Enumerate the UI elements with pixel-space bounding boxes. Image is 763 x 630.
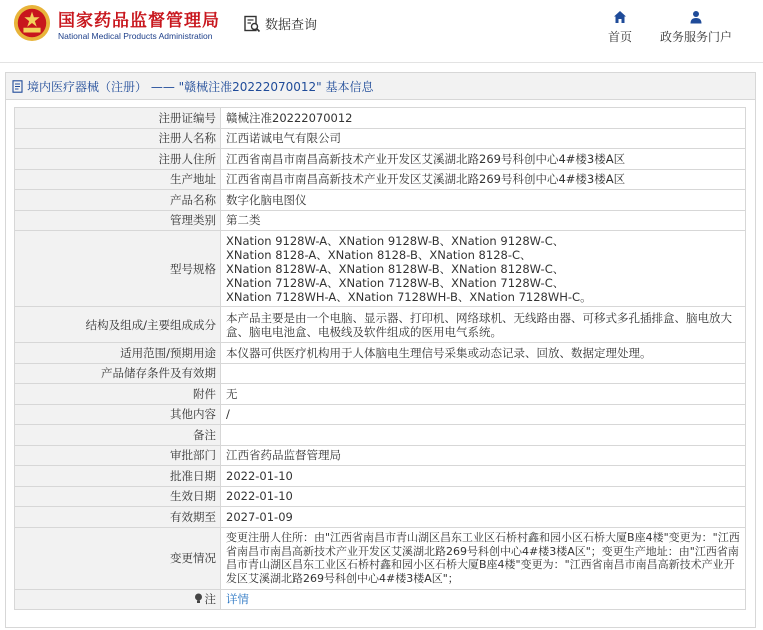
approval-date-value: 2022-01-10 [221, 466, 746, 487]
product-name-label: 产品名称 [15, 190, 221, 211]
scope-value: 本仪器可供医疗机构用于人体脑电生理信号采集或动态记录、回放、数据定理处理。 [221, 343, 746, 364]
storage-value [221, 363, 746, 384]
registrant-addr-label: 注册人住所 [15, 149, 221, 170]
nav-home[interactable] [607, 10, 633, 45]
storage-label: 产品储存条件及有效期 [15, 363, 221, 384]
data-query-link[interactable] [243, 14, 317, 33]
table-row [15, 445, 746, 466]
effective-date-value: 2022-01-10 [221, 486, 746, 507]
home-icon [613, 10, 627, 24]
table-row [15, 128, 746, 149]
registrant-label: 注册人名称 [15, 128, 221, 149]
note-value [221, 589, 746, 610]
table-row [15, 466, 746, 487]
approval-dept-label: 审批部门 [15, 445, 221, 466]
site-header [0, 0, 763, 57]
remark-value [221, 425, 746, 446]
production-addr-value: 江西省南昌市南昌高新技术产业开发区艾溪湖北路269号科创中心4#楼3楼A区 [221, 169, 746, 190]
change-label: 变更情况 [15, 527, 221, 589]
brand-title-en[interactable]: National Medical Products Administration [58, 31, 213, 41]
approval-dept-value: 江西省药品监督管理局 [221, 445, 746, 466]
nmpa-emblem-icon[interactable] [13, 4, 51, 42]
table-row [15, 149, 746, 170]
table-row [15, 231, 746, 307]
expiry-value: 2027-01-09 [221, 507, 746, 528]
reg-no-label: 注册证编号 [15, 108, 221, 129]
model-line: XNation 7128W-A、XNation 7128W-B、XNation 7128W-C、 [226, 275, 565, 290]
production-addr-label: 生产地址 [15, 169, 221, 190]
table-row [15, 363, 746, 384]
table-row [15, 404, 746, 425]
table-row [15, 527, 746, 589]
product-name-value: 数字化脑电图仪 [221, 190, 746, 211]
models-value [221, 231, 746, 307]
table-row [15, 108, 746, 129]
table-row [15, 210, 746, 231]
effective-date-label: 生效日期 [15, 486, 221, 507]
table-row [15, 190, 746, 211]
table-row [15, 507, 746, 528]
table-row [15, 425, 746, 446]
table-row [15, 486, 746, 507]
registrant-value: 江西诺诚电气有限公司 [221, 128, 746, 149]
panel-header [6, 73, 755, 100]
detail-panel [5, 72, 756, 628]
user-icon [689, 10, 703, 24]
scope-label: 适用范围/预期用途 [15, 343, 221, 364]
header-divider [0, 62, 763, 63]
approval-date-label: 批准日期 [15, 466, 221, 487]
document-icon [12, 80, 24, 93]
note-label: 注 [204, 592, 216, 607]
structure-value: 本产品主要是由一个电脑、显示器、打印机、网络球机、无线路由器、可移式多孔插排盒、脑电放大盒、脑电电池盒、电极线及软件组成的医用电气系统。 [221, 307, 746, 343]
model-line: XNation 8128-A、XNation 8128-B、XNation 8128-C、 [226, 247, 532, 262]
reg-no-value: 赣械注准20222070012 [221, 108, 746, 129]
expiry-label: 有效期至 [15, 507, 221, 528]
remark-label: 备注 [15, 425, 221, 446]
table-row [15, 589, 746, 610]
panel-title: 境内医疗器械（注册） —— "赣械注准20222070012" 基本信息 [27, 79, 374, 94]
other-label: 其他内容 [15, 404, 221, 425]
other-value: / [221, 404, 746, 425]
change-value: 变更注册人住所：由"江西省南昌市青山湖区昌东工业区石桥村鑫和园小区石桥大厦B座4楼"变更为："江西省南昌市南昌高新技术产业开发区艾溪湖北路269号科创中心4#楼3楼A区"；变更生产地址：由"江西省南昌市青山湖区昌东工业区石桥村鑫和园小区石桥大厦B座4楼"变更为："江西省南昌市南昌高新技术产业开发区艾溪湖北路269号科创中心4#楼3楼A区"； [221, 527, 746, 589]
lightbulb-icon [194, 593, 203, 604]
models-label: 型号规格 [15, 231, 221, 307]
nav-gov-portal-label: 政务服务门户 [659, 30, 732, 44]
model-line: XNation 9128W-A、XNation 9128W-B、XNation 9128W-C、 [226, 233, 565, 248]
table-row [15, 307, 746, 343]
category-label: 管理类别 [15, 210, 221, 231]
record-table [14, 107, 746, 610]
nav-gov-portal[interactable] [658, 10, 734, 45]
details-link[interactable]: 详情 [226, 592, 249, 607]
attachment-label: 附件 [15, 384, 221, 405]
table-row [15, 169, 746, 190]
table-row [15, 343, 746, 364]
registrant-addr-value: 江西省南昌市南昌高新技术产业开发区艾溪湖北路269号科创中心4#楼3楼A区 [221, 149, 746, 170]
attachment-value: 无 [221, 384, 746, 405]
brand-title-cn[interactable]: 国家药品监督管理局 [58, 11, 220, 31]
nav-home-label: 首页 [607, 30, 632, 44]
table-row [15, 384, 746, 405]
search-doc-icon [243, 15, 261, 33]
model-line: XNation 8128W-A、XNation 8128W-B、XNation 8128W-C、 [226, 261, 565, 276]
note-label-cell [15, 589, 221, 610]
structure-label: 结构及组成/主要组成成分 [15, 307, 221, 343]
model-line: XNation 7128WH-A、XNation 7128WH-B、XNation 7128WH-C。 [226, 289, 592, 304]
category-value: 第二类 [221, 210, 746, 231]
data-query-label: 数据查询 [265, 18, 318, 33]
